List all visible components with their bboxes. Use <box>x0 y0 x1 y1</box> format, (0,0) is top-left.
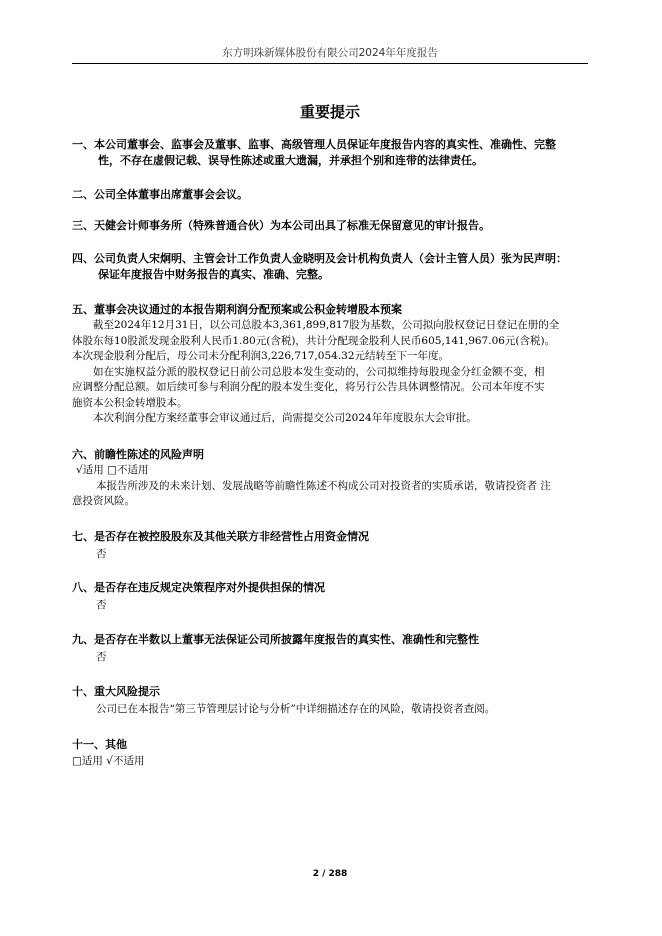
section-9-answer: 否 <box>96 651 107 663</box>
section-11-heading: 十一、其他 <box>72 738 127 751</box>
section-8 <box>72 580 592 614</box>
section-10 <box>72 684 592 718</box>
section-7-answer: 否 <box>96 548 107 560</box>
section-9-heading: 九、是否存在半数以上董事无法保证公司所披露年度报告的真实性、准确性和完整性 <box>72 633 479 646</box>
section-6-text-line: 意投资风险。 <box>72 495 135 507</box>
section-7-heading: 七、是否存在被控股股东及其他关联方非经营性占用资金情况 <box>72 530 369 543</box>
header-divider <box>72 63 588 64</box>
applicability-options: √适用 □不适用 <box>76 464 149 476</box>
section-6-text-line: 本报告所涉及的未来计划、发展战略等前瞻性陈述不构成公司对投资者的实质承诺，敬请投资者 注 <box>96 479 551 492</box>
section-4-line-2: 保证年度报告中财务报告的真实、准确、完整。 <box>98 268 329 281</box>
section-4 <box>72 251 592 283</box>
page-title: 重要提示 <box>299 103 360 121</box>
section-2-heading: 二、公司全体董事出席董事会会议。 <box>72 188 248 201</box>
section-5-heading: 五、董事会决议通过的本报告期利润分配预案或公积金转增股本预案 <box>72 303 402 316</box>
section-5-text-line: 截至2024年12月31日，以公司总股本3,361,899,817股为基数，公司拟向股权登记日登记在册的全 <box>93 319 560 331</box>
section-8-heading: 八、是否存在违反规定决策程序对外提供担保的情况 <box>72 581 325 594</box>
section-3 <box>72 218 592 234</box>
section-5-text-line: 本次利润分配方案经董事会审议通过后，尚需提交公司2024年年度股东大会审批。 <box>93 412 477 424</box>
section-6-heading: 六、前瞻性陈述的风险声明 <box>72 448 204 461</box>
section-1-line-2: 性，不存在虚假记载、误导性陈述或重大遗漏，并承担个别和连带的法律责任。 <box>98 154 483 167</box>
page-number: 2 / 288 <box>312 869 348 879</box>
section-11 <box>72 737 592 770</box>
section-5-text-line: 应调整分配总额。如后续可参与利润分配的股本发生变化，将另行公告具体调整情况。公司本年度不实 <box>72 381 545 393</box>
section-9 <box>72 632 592 666</box>
section-4-line-1: 四、公司负责人宋炯明、主管会计工作负责人金晓明及会计机构负责人（会计主管人员）张为民声明： <box>72 252 567 265</box>
section-6 <box>72 447 592 510</box>
section-5 <box>72 302 592 427</box>
section-1-line-1: 一、本公司董事会、监事会及董事、监事、高级管理人员保证年度报告内容的真实性、准确性、完整 <box>72 138 556 151</box>
section-7 <box>72 529 592 563</box>
page-header: 东方明珠新媒体股份有限公司2024年年度报告 <box>222 47 438 59</box>
section-8-answer: 否 <box>96 599 107 611</box>
applicability-options: □适用 √不适用 <box>72 755 145 767</box>
section-2 <box>72 187 592 203</box>
section-5-text-line: 如在实施权益分派的股权登记日前公司总股本发生变动的，公司拟维持每股现金分红金额不变，相 <box>93 365 545 378</box>
section-5-text-line: 体股东每10股派发现金股利人民币1.80元(含税)，共计分配现金股利人民币605,141,967.06元(含税)。 <box>72 334 556 347</box>
section-3-heading: 三、天健会计师事务所（特殊普通合伙）为本公司出具了标准无保留意见的审计报告。 <box>72 219 490 232</box>
section-5-text-line: 本次现金股利分配后，母公司未分配利润3,226,717,054.32元结转至下一年度。 <box>72 350 450 362</box>
section-10-heading: 十、重大风险提示 <box>72 685 160 698</box>
section-10-text: 公司已在本报告“第三节管理层讨论与分析”中详细描述存在的风险，敬请投资者查阅。 <box>96 703 496 715</box>
section-1 <box>72 137 592 169</box>
section-5-text-line: 施资本公积金转增股本。 <box>72 396 188 409</box>
